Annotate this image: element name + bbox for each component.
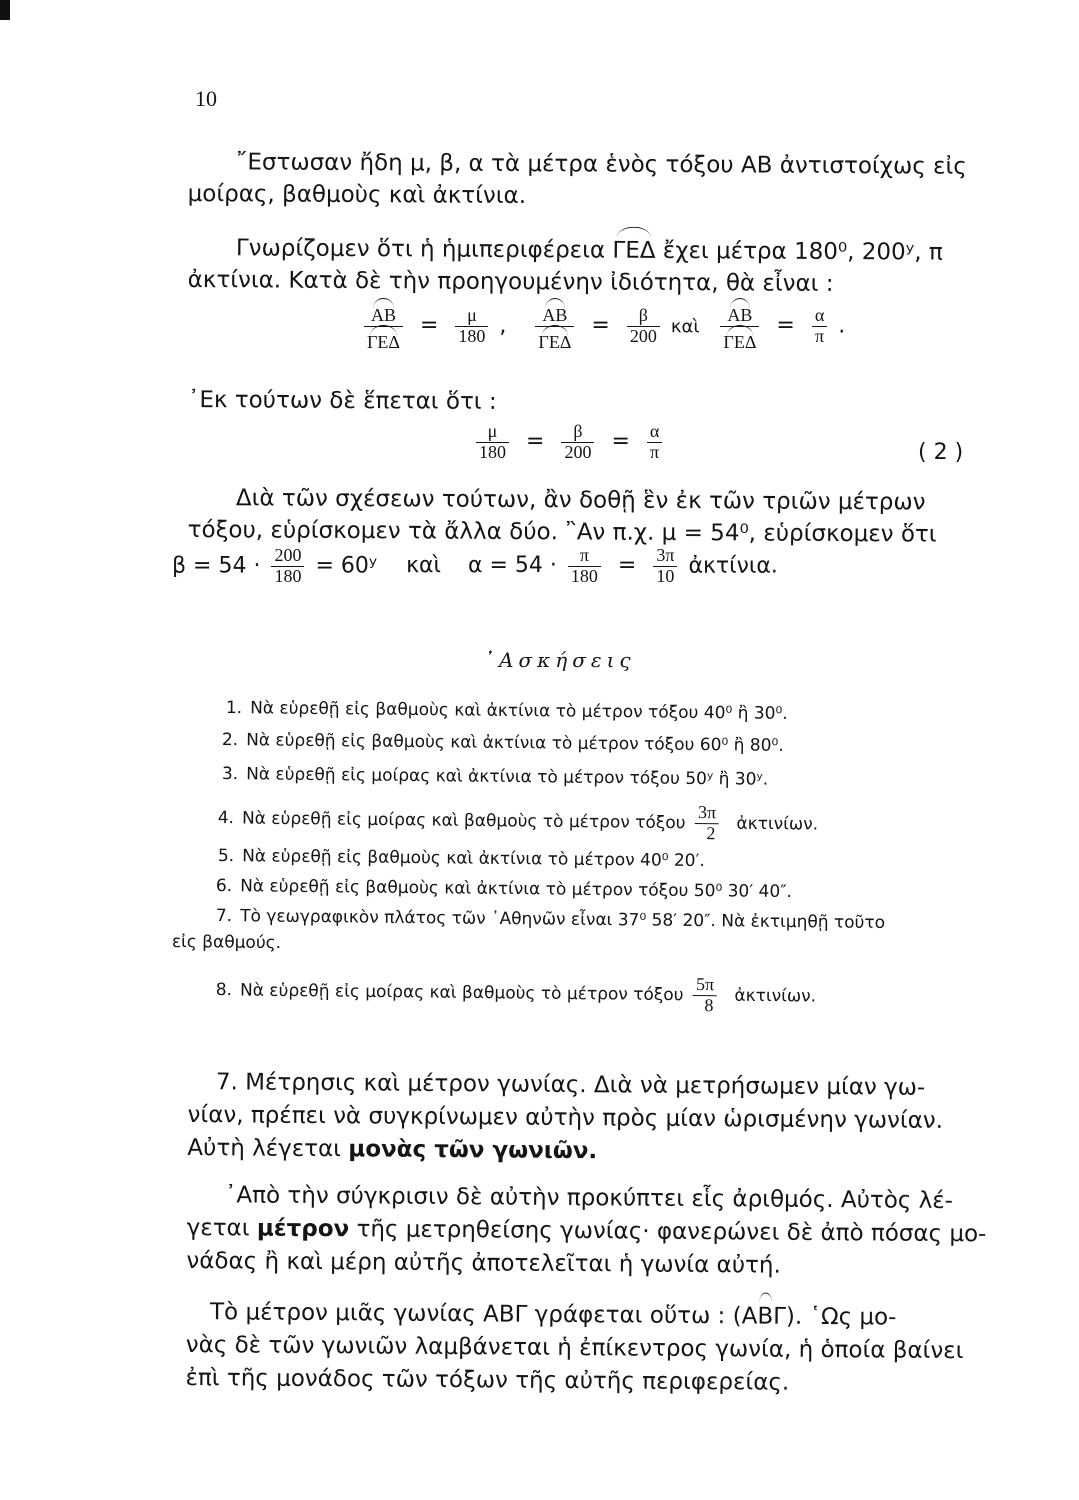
frac-numerator: β <box>561 422 594 443</box>
frac-numerator: 200 <box>271 546 304 567</box>
exercise-text: Νὰ εὑρεθῇ εἰς μοίρας καὶ βαθμοὺς τὸ μέτρον τόξου <box>241 808 686 834</box>
section7-line-8: νὰς δὲ τῶν γωνιῶν λαμβάνεται ἡ ἐπίκεντρος γωνία, ἡ ὁποία βαίνει <box>185 1331 964 1365</box>
frac-denominator: 180 <box>274 565 302 586</box>
exercise-item <box>216 906 885 933</box>
ratio-equation: $\frac{AB}{\text{ΓΕΔ}}$ = $\frac{\mu}{180}$ , $\frac{AB}{\text{ΓΕΔ}}$ = $\frac{\beta}{200}$ καὶ $\frac{AB}{\text{ΓΕΔ}}$ = $\frac{\alpha}{\pi}$ . <box>360 300 845 353</box>
frac-denominator: 180 <box>458 325 486 346</box>
frac-numerator: α <box>812 306 827 327</box>
frac-mu-180 <box>455 306 488 347</box>
exercise-item <box>226 698 788 724</box>
intro-line-2: μοίρας, βαθμοὺς καὶ ἀκτίνια. <box>187 180 527 210</box>
frac-numerator: 3π <box>695 803 719 824</box>
exercise-item <box>222 764 768 790</box>
angle-hat-b: Β <box>757 1294 773 1333</box>
known-line-1 <box>188 226 980 269</box>
section7-line-3 <box>187 1132 987 1171</box>
known-line-2: ἀκτίνια. Κατὰ δὲ τὴν προηγουμένην ἰδιότητα, θὰ εἶναι : <box>187 266 834 297</box>
frac-3pi-10 <box>653 546 677 587</box>
exercise-text: Νὰ εὑρεθῇ εἰς βαθμοὺς καὶ ἀκτίνια τὸ μέτρον τόξου 40⁰ ἢ 30⁰. <box>250 698 788 724</box>
frac-numerator: 5π <box>693 975 717 996</box>
section7-text: Τὸ μέτρον μιᾶς γωνίας ΑΒΓ γράφεται οὕτω : (Α <box>209 1299 758 1330</box>
frac-ab-ged-1 <box>364 300 403 353</box>
arc-ged: ΓΕΔ <box>723 327 756 353</box>
exercise-item <box>222 730 784 756</box>
section7-text: γεται <box>186 1214 250 1242</box>
section7-text: τῆς μετρηθείσης γωνίας· φανερώνει δὲ ἀπὸ πόσας μο- <box>356 1216 987 1248</box>
exercise-number: 6. <box>215 876 233 897</box>
exercise-number: 8. <box>215 980 233 1001</box>
arc-ged: ΓΕΔ <box>367 327 400 353</box>
section7-line-7 <box>186 1290 986 1335</box>
section7-line-1: 7. Μέτρησις καὶ μέτρον γωνίας. Διὰ νὰ μετρήσωμεν μίαν γω- <box>215 1069 926 1101</box>
frac-numerator: α <box>647 422 662 443</box>
kai-word: καὶ <box>406 553 441 579</box>
known-paragraph <box>188 226 980 301</box>
section7-line-6: νάδας ἢ καὶ μέρη αὐτῆς ἀποτελεῖται ἡ γωνία αὐτή. <box>186 1247 781 1279</box>
page-number: 10 <box>195 86 217 111</box>
beta-eq: β = 54 · <box>172 553 261 579</box>
worked-example: β = 54 · $\frac{200}{180}$ = 60ʸ καὶ α = 54 · $\frac{\pi}{180}$ = $\frac{3\pi}{10}$ ἀκτίνια. <box>172 545 778 586</box>
exercise-item <box>218 846 705 871</box>
frac-denominator: 180 <box>570 565 598 586</box>
section7-line-9: ἐπὶ τῆς μονάδος τῶν τόξων τῆς αὐτῆς περιφερείας. <box>185 1364 790 1396</box>
term-unit-of-angles: μονὰς τῶν γωνιῶν. <box>348 1136 598 1165</box>
frac-pi-180 <box>568 546 601 587</box>
intro-paragraph <box>188 146 980 215</box>
frac-beta-200 <box>627 306 660 347</box>
frac-alpha-pi <box>647 422 662 463</box>
frac-200-180 <box>271 546 304 587</box>
arc-ab: ΑΒ <box>542 300 567 326</box>
beta-result: = 60ʸ <box>315 553 378 579</box>
equation-tag: ( 2 ) <box>918 440 964 465</box>
arc-ab: ΑΒ <box>371 300 396 326</box>
arc-ab: ΑΒ <box>727 300 752 326</box>
exercise-item <box>216 876 792 902</box>
kai-word: καὶ <box>670 316 700 338</box>
derive-paragraph <box>188 482 980 551</box>
equation-2: $\frac{\mu}{180}$ = $\frac{\beta}{200}$ = $\frac{\alpha}{\pi}$ <box>472 422 666 463</box>
exercise-text: Νὰ εὑρεθῇ εἰς βαθμοὺς καὶ ἀκτίνια τὸ μέτρον τόξου 60⁰ ἢ 80⁰. <box>246 730 784 756</box>
frac-mu-180 <box>476 422 509 463</box>
frac-denominator: 2 <box>706 822 716 844</box>
exercises-heading: ᾿Ασκήσεις <box>484 648 636 672</box>
arc-ged: ΓΕΔ <box>612 229 655 267</box>
arc-ged: ΓΕΔ <box>538 327 571 353</box>
intro-line-1: ῎Εστωσαν ἤδη μ, β, α τὰ μέτρα ἑνὸς τόξου ΑΒ ἀντιστοίχως εἰς <box>235 149 967 180</box>
exercise-number: 4. <box>217 808 235 829</box>
scan-edge-mark <box>0 0 10 20</box>
exercise-tail: ἀκτινίων. <box>734 985 817 1007</box>
frac-numerator: β <box>627 306 660 327</box>
frac-ab-ged-2 <box>535 300 574 353</box>
alpha-eq: α = 54 · <box>468 553 557 579</box>
frac-numerator: 3π <box>653 546 677 567</box>
frac-denominator: 180 <box>479 441 506 462</box>
unit-radians: ἀκτίνια. <box>688 553 778 579</box>
follows-line <box>188 384 980 421</box>
frac-denominator: π <box>815 325 825 346</box>
term-measure: μέτρον <box>256 1215 350 1243</box>
follows-text: ᾿Εκ τούτων δὲ ἕπεται ὅτι : <box>187 386 497 415</box>
frac-alpha-pi <box>812 306 827 347</box>
frac-numerator: π <box>568 546 601 567</box>
exercise-text: Νὰ εὑρεθῇ εἰς μοίρας καὶ βαθμοὺς τὸ μέτρον τόξου <box>239 980 684 1006</box>
exercise-number: 1. <box>225 698 243 719</box>
frac-denominator: π <box>650 441 660 462</box>
exercise-text: Τὸ γεωγραφικὸν πλάτος τῶν ᾿Αθηνῶν εἶναι 37⁰ 58′ 20″. Νὰ ἐκτιμηθῇ τοῦτο <box>240 906 886 934</box>
section7-text: Γ). ῾Ως μο- <box>773 1303 897 1331</box>
frac-denominator: 8 <box>704 994 714 1016</box>
section7-text: Αὐτὴ λέγεται <box>187 1134 342 1163</box>
section7-line-2: νίαν, πρέπει νὰ συγκρίνωμεν αὐτὴν πρὸς μίαν ὡρισμένην γωνίαν. <box>187 1101 944 1134</box>
frac-denominator: 10 <box>656 565 675 586</box>
exercise-number: 5. <box>217 846 235 867</box>
frac-exercise <box>695 803 728 844</box>
known-prefix: Γνωρίζομεν ὅτι ἡ ἡμιπεριφέρεια <box>235 235 606 264</box>
exercise-number: 3. <box>221 764 239 785</box>
exercise-tail: ἀκτινίων. <box>736 813 819 835</box>
exercise-item <box>216 970 817 1017</box>
derive-line-2: τόξου, εὑρίσκομεν τὰ ἄλλα δύο. ῍Αν π.χ. μ = 54⁰, εὑρίσκομεν ὅτι <box>187 516 937 548</box>
known-suffix: ἔχει μέτρα 180⁰, 200ʸ, π <box>662 237 943 266</box>
exercise-text: Νὰ εὑρεθῇ εἰς βαθμοὺς καὶ ἀκτίνια τὸ μέτρον 40⁰ 20′. <box>242 846 705 872</box>
frac-numerator: μ <box>455 306 488 327</box>
frac-denominator: 200 <box>564 441 592 462</box>
section-7 <box>185 1066 988 1401</box>
exercise-continuation: εἰς βαθμούς. <box>171 932 282 954</box>
frac-beta-200 <box>561 422 594 463</box>
exercise-number: 2. <box>221 730 239 751</box>
exercise-text: Νὰ εὑρεθῇ εἰς βαθμοὺς καὶ ἀκτίνια τὸ μέτρον τόξου 50⁰ 30′ 40″. <box>240 876 793 903</box>
frac-denominator: 200 <box>629 325 657 346</box>
frac-ab-ged-3 <box>720 300 759 353</box>
derive-line-1: Διὰ τῶν σχέσεων τούτων, ἂν δοθῇ ἓν ἐκ τῶν τριῶν μέτρων <box>235 485 926 516</box>
section7-line-4: ᾿Απὸ τὴν σύγκρισιν δὲ αὐτὴν προκύπτει εἷς ἀριθμός. Αὐτὸς λέ- <box>224 1182 954 1215</box>
frac-numerator: μ <box>476 422 509 443</box>
exercise-text: Νὰ εὑρεθῇ εἰς μοίρας καὶ ἀκτίνια τὸ μέτρον τόξου 50ʸ ἢ 30ʸ. <box>246 764 769 790</box>
exercise-item <box>218 798 819 845</box>
frac-exercise <box>693 975 726 1016</box>
exercise-number: 7. <box>215 906 233 927</box>
